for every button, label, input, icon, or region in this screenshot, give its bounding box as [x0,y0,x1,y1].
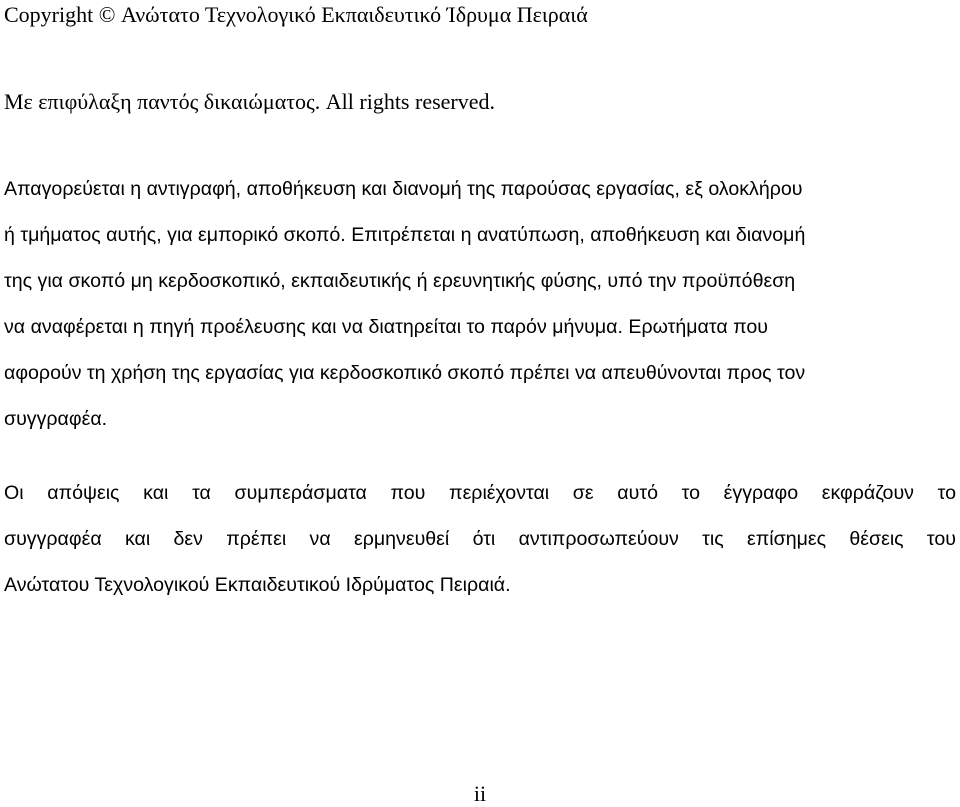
rights-reserved-notice: Με επιφύλαξη παντός δικαιώματος. All rights reserved. [4,89,496,114]
disclaimer-paragraph [4,470,956,608]
paragraph-line: αφορούν τη χρήση της εργασίας για κερδοσκοπικό σκοπό πρέπει να απευθύνονται προς τον [4,362,806,384]
paragraph-line: της για σκοπό μη κερδοσκοπικό, εκπαιδευτικής ή ερευνητικής φύσης, υπό την προϋπόθεση [4,270,796,292]
paragraph-line: συγγραφέα. [4,408,108,430]
paragraph-line: να αναφέρεται η πηγή προέλευσης και να διατηρείται το παρόν μήνυμα. Ερωτήματα που [4,316,768,338]
paragraph-line: Απαγορεύεται η αντιγραφή, αποθήκευση και διανομή της παρούσας εργασίας, εξ ολοκλήρου [4,178,803,200]
page-number: ii [473,781,487,806]
paragraph-line: συγγραφέα και δεν πρέπει να ερμηνευθεί ότι αντιπροσωπεύουν τις επίσημες θέσεις του [4,528,956,550]
paragraph-line: Οι απόψεις και τα συμπεράσματα που περιέχονται σε αυτό το έγγραφο εκφράζουν το [4,482,956,504]
paragraph-line: ή τμήματος αυτής, για εμπορικό σκοπό. Επιτρέπεται η ανατύπωση, αποθήκευση και διανομή [4,224,806,246]
usage-policy-paragraph [4,166,956,442]
paragraph-line: Ανώτατου Τεχνολογικού Εκπαιδευτικού Ιδρύματος Πειραιά. [4,574,511,596]
copyright-notice: Copyright © Ανώτατο Τεχνολογικό Εκπαιδευτικό Ίδρυμα Πειραιά [4,2,588,27]
